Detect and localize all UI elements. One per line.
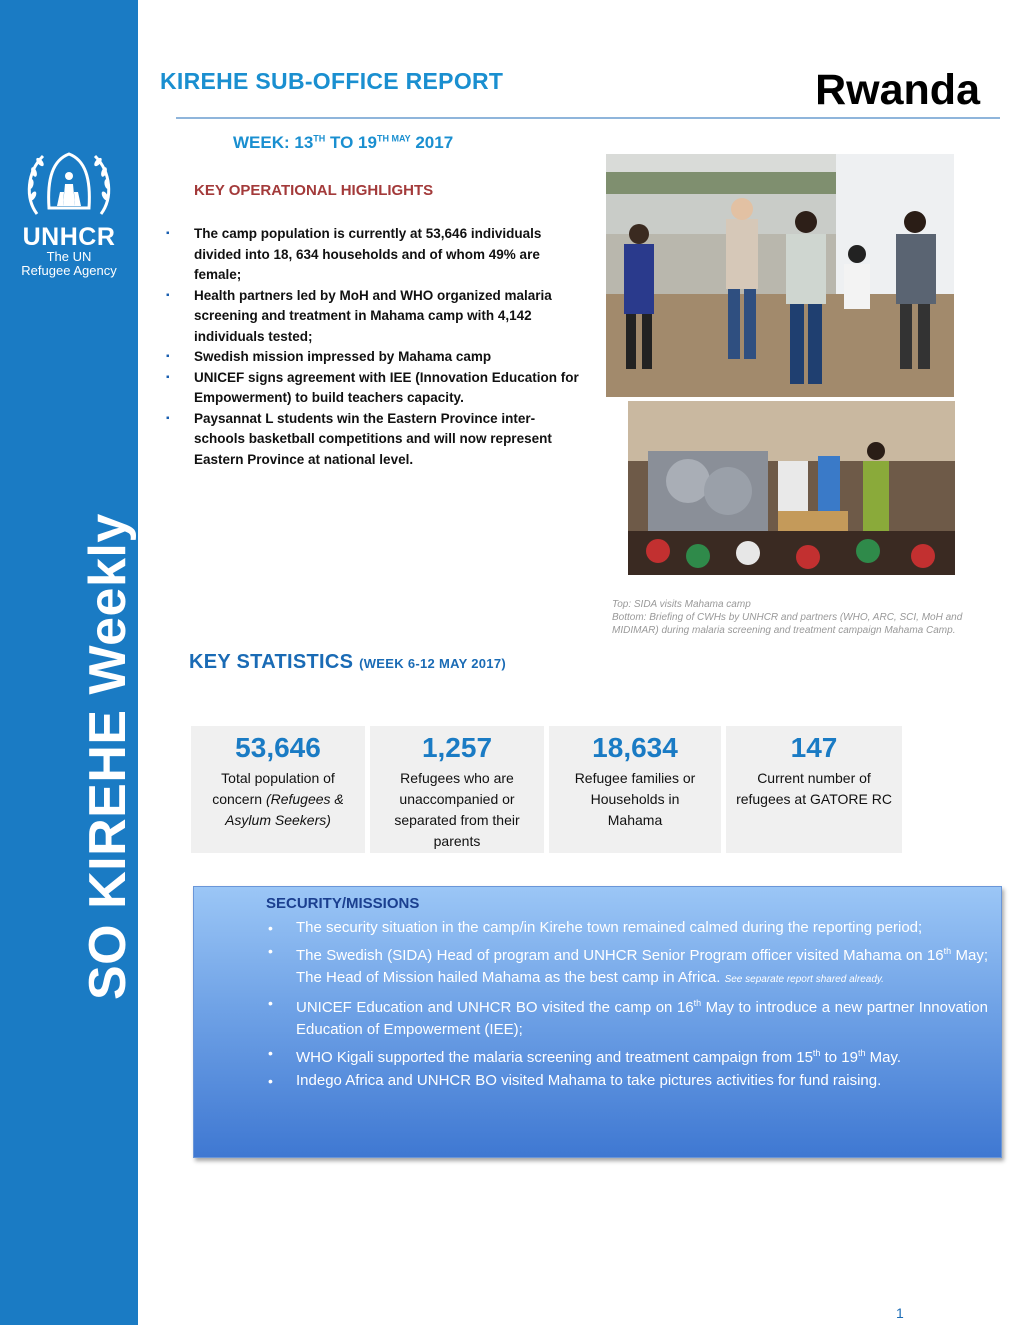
list-item: ▪ UNICEF signs agreement with IEE (Innovation Education for Empowerment) to build teachers capacity. [166, 369, 579, 405]
logo-name: UNHCR [22, 223, 116, 251]
bullet-icon: ▪ [166, 412, 170, 424]
stat-value: 18,634 [592, 732, 678, 763]
photo-malaria-briefing [628, 401, 955, 575]
stat-value: 147 [790, 732, 838, 763]
bullet-icon: • [268, 920, 273, 936]
bullet-icon: ▪ [166, 351, 170, 362]
security-title: SECURITY/MISSIONS [266, 895, 420, 912]
stat-label: Total population of concern (Refugees & Asylum Seekers) [212, 770, 344, 828]
stat-card-households [549, 726, 721, 853]
list-item: ▪ Paysannat L students win the Eastern Province inter-schools basketball competitions and will now represent Eastern Province at national level. [166, 410, 552, 467]
stat-card-population [191, 726, 365, 853]
logo-tagline-2: Refugee Agency [21, 263, 117, 278]
bullet-icon: • [268, 995, 273, 1011]
stat-label: Refugees who are unaccompanied or separated from their parents [394, 770, 520, 849]
stat-card-unaccompanied [370, 726, 544, 853]
bullet-icon: ▪ [166, 289, 170, 301]
stats-title: KEY STATISTICS (WEEK 6-12 MAY 2017) [189, 651, 506, 673]
stat-label: Current number of refugees at GATORE RC [736, 770, 892, 807]
bullet-icon: ▪ [166, 228, 170, 239]
list-item: • The Swedish (SIDA) Head of program and UNHCR Senior Program officer visited Mahama on 16th May; The Head of Mission hailed Mahama as the best camp in Africa. See separate report shared already. [266, 940, 988, 991]
unhcr-emblem-icon [23, 148, 115, 222]
week-range: WEEK: 13TH TO $19^{TH MAY}$ 2017 [233, 133, 454, 152]
report-title: KIREHE SUB-OFFICE REPORT [160, 68, 504, 94]
sidebar [0, 0, 138, 1325]
unhcr-logo [12, 148, 126, 278]
stat-value: 53,646 [235, 732, 321, 763]
list-item: ▪ The camp population is currently at 53,646 individuals divided into 18, 634 households and of whom 49% are female; [166, 226, 542, 282]
list-item: ▪ Health partners led by MoH and WHO organized malaria screening and treatment in Mahama camp with 4,142 individuals tested; [166, 287, 552, 344]
header-divider [176, 117, 1000, 119]
list-item: • UNICEF Education and UNHCR BO visited the camp on 16th May to introduce a new partner Innovation Education of Empowerment (IEE); [266, 992, 988, 1041]
photo-caption: Top: SIDA visits Mahama camp Bottom: Briefing of CWHs by UNHCR and partners (WHO, ARC, SCI, MoH and MIDIMAR) during malaria screening and treatment campaign Mahama Camp. [612, 599, 963, 636]
highlights-title: KEY OPERATIONAL HIGHLIGHTS [194, 182, 434, 199]
security-list [266, 917, 988, 1093]
list-item: • The security situation in the camp/in Kirehe town remained calmed during the reporting period; [266, 917, 988, 939]
logo-tagline-1: The UN [46, 249, 92, 264]
photo-sida-visit [606, 154, 954, 397]
page-number: 1 [896, 1305, 904, 1321]
list-item: ▪ Swedish mission impressed by Mahama camp [166, 347, 586, 368]
bullet-icon: • [268, 1073, 273, 1089]
stat-value: 1,257 [421, 732, 493, 763]
stat-label: Refugee families or Households in Mahama [574, 770, 696, 828]
bullet-icon: ▪ [166, 371, 170, 383]
list-item: • Indego Africa and UNHCR BO visited Mahama to take pictures activities for fund raising. [266, 1070, 988, 1092]
bullet-icon: • [268, 1045, 273, 1061]
security-missions-box [193, 886, 1002, 1158]
country-title: Rwanda [815, 66, 980, 114]
vertical-report-title: SO KIREHE Weekly [79, 513, 137, 1000]
stat-card-gatore [726, 726, 902, 853]
list-item: • WHO Kigali supported the malaria screening and treatment campaign from 15th to 19th May. [266, 1042, 988, 1069]
highlights-list [166, 224, 586, 470]
bullet-icon: • [268, 943, 273, 959]
